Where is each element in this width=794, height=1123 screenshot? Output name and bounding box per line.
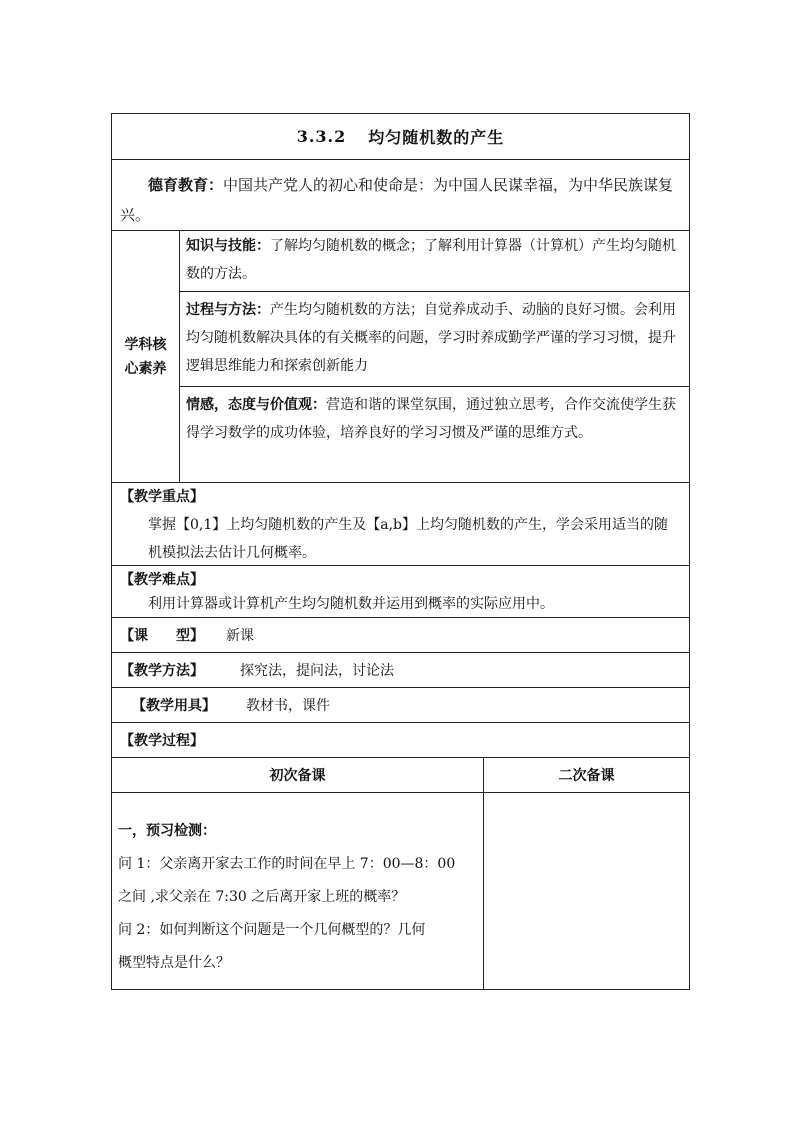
prep-columns-header bbox=[112, 757, 689, 792]
core-literacy-label-line1: 学科核 bbox=[124, 336, 167, 353]
knowledge-skills-item bbox=[180, 231, 689, 291]
teaching-process-label: 【教学过程】 bbox=[120, 733, 204, 749]
teaching-methods-value: 探究法，提问法，讨论法 bbox=[240, 663, 394, 679]
teaching-methods-row bbox=[112, 652, 689, 687]
lesson-title-text: 均匀随机数的产生 bbox=[368, 128, 505, 147]
lesson-type-label: 【课 型】 bbox=[120, 628, 204, 644]
second-prep-header: 二次备课 bbox=[558, 768, 615, 784]
moral-education-row bbox=[112, 159, 689, 230]
preview-heading: 一，预习检测： bbox=[118, 823, 216, 839]
question-1-line-2: 之间 ,求父亲在 7:30 之后离开家上班的概率？ bbox=[118, 889, 406, 905]
teaching-focus-heading: 【教学重点】 bbox=[120, 489, 204, 505]
lesson-plan-table bbox=[111, 113, 690, 990]
process-methods-label: 过程与方法： bbox=[186, 302, 270, 318]
teaching-process-row bbox=[112, 722, 689, 757]
knowledge-skills-label: 知识与技能： bbox=[186, 238, 270, 254]
lesson-number: 3.3.2 bbox=[296, 127, 347, 146]
teaching-difficulty-heading: 【教学难点】 bbox=[120, 572, 204, 588]
teaching-tools-label: 【教学用具】 bbox=[132, 698, 216, 714]
lesson-type-row bbox=[112, 617, 689, 652]
teaching-focus-text: 掌握【0,1】上均匀随机数的产生及【a,b】上均匀随机数的产生，学会采用适当的随机模拟法去估计几何概率。 bbox=[148, 517, 669, 561]
core-literacy-row bbox=[112, 230, 689, 482]
question-2-line-2: 概型特点是什么？ bbox=[118, 955, 230, 971]
teaching-tools-row bbox=[112, 687, 689, 722]
moral-education-text: 中国共产党人的初心和使命是：为中国人民谋幸福，为中华民族谋复兴。 bbox=[120, 176, 674, 224]
attitude-values-item bbox=[180, 386, 689, 482]
lesson-type-value: 新课 bbox=[226, 628, 254, 644]
teaching-difficulty-row bbox=[112, 565, 689, 617]
process-methods-text: 产生均匀随机数的方法；自觉养成动手、动脑的良好习惯。会利用均匀随机数解决具体的有关概率的问题，学习时养成勤学严谨的学习习惯，提升逻辑思维能力和探索创新能力 bbox=[186, 302, 676, 374]
question-2-line-1: 问 2：如何判断这个问题是一个几何概型的？几何 bbox=[118, 922, 426, 938]
attitude-values-text: 营造和谐的课堂氛围，通过独立思考，合作交流使学生获得学习数学的成功体验，培养良好的学习习惯及严谨的思维方式。 bbox=[186, 397, 676, 441]
moral-education-label: 德育教育： bbox=[148, 176, 224, 194]
teaching-tools-value: 教材书，课件 bbox=[246, 698, 330, 714]
first-prep-header: 初次备课 bbox=[112, 758, 484, 792]
lesson-title bbox=[112, 114, 689, 159]
knowledge-skills-text: 了解均匀随机数的概念；了解利用计算器（计算机）产生均匀随机数的方法。 bbox=[186, 238, 676, 282]
first-prep-content bbox=[112, 793, 484, 989]
second-prep-content bbox=[484, 793, 689, 989]
core-literacy-label-line2: 心素养 bbox=[124, 360, 167, 377]
process-methods-item bbox=[180, 291, 689, 386]
attitude-values-label: 情感，态度与价值观： bbox=[186, 397, 326, 413]
prep-columns-body bbox=[112, 792, 689, 989]
core-literacy-label bbox=[112, 231, 180, 482]
teaching-difficulty-text: 利用计算器或计算机产生均匀随机数并运用到概率的实际应用中。 bbox=[148, 596, 554, 612]
question-1-line-1: 问 1：父亲离开家去工作的时间在早上 7：00—8：00 bbox=[118, 856, 456, 872]
teaching-methods-label: 【教学方法】 bbox=[120, 663, 204, 679]
teaching-focus-row bbox=[112, 482, 689, 565]
